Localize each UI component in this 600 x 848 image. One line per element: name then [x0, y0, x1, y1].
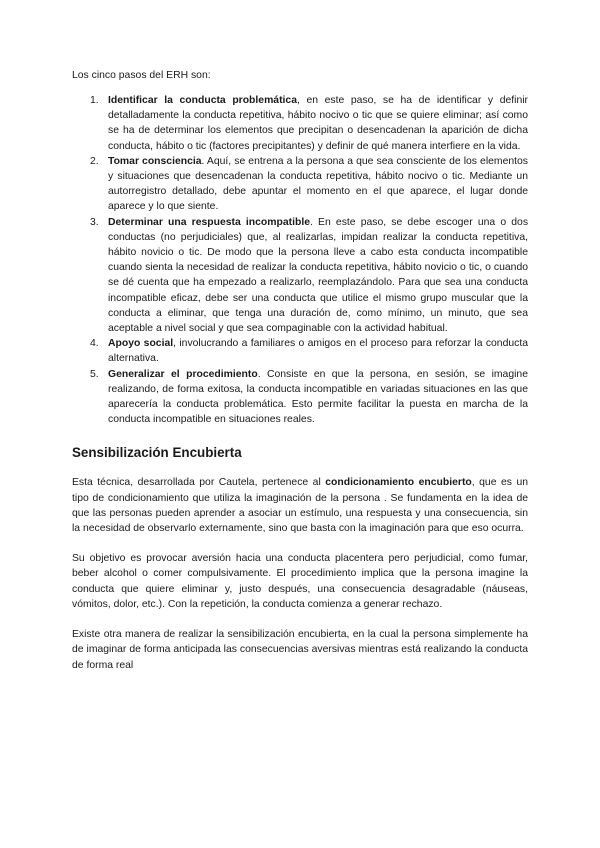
section-heading: Sensibilización Encubierta — [72, 445, 242, 461]
paragraph-text: , que es un tipo de condicionamiento que utiliza la imaginación de la persona . Se fundamenta en la idea de que las personas pueden aprender a asociar un estímulo, una respuesta y una consecuencia, sin la necesidad de observarlo externamente, sino que basta con la imaginación para que eso ocurra. — [72, 477, 528, 535]
list-item-number: 2. — [90, 155, 99, 167]
list-item-keyword: Tomar consciencia — [108, 155, 202, 167]
list-item — [72, 336, 528, 366]
paragraph-intro — [72, 475, 528, 536]
list-item-keyword: Determinar una respuesta incompatible — [108, 216, 310, 228]
list-item-text: . Aquí, se entrena a la persona a que sea consciente de los elementos y situaciones que desencadenan la conducta repetitiva, hábito nocivo o tic. Mediante un autorregistro detallado, debe apuntar el momento en el que aparece, el lugar donde aparece y lo que siente. — [108, 155, 528, 213]
list-item — [72, 215, 528, 337]
list-item — [72, 154, 528, 215]
list-item-number: 3. — [90, 216, 99, 228]
paragraph-alternative: Existe otra manera de realizar la sensibilización encubierta, en la cual la persona simplemente ha de imaginar de forma anticipada las consecuencias aversivas mientras está realizando la conducta de forma real — [72, 629, 528, 671]
intro-text: Los cinco pasos del ERH son: — [72, 70, 211, 81]
list-item-keyword: Apoyo social — [108, 338, 174, 350]
steps-list — [72, 93, 528, 427]
list-item-text: . En este paso, se debe escoger una o dos conductas (no perjudiciales) que, al realizarlas, impidan realizar la conducta repetitiva, hábito novicio o tic. De modo que la persona lleve a cabo esta conducta incompatible cuando sienta la necesidad de realizar la conducta repetitiva, hábito novicio o tic, o cuando se dé cuenta que ha empezado a realizarlo, reemplazándolo. Para que sea una conducta incompatible eficaz, debe ser una conducta que utilice el mismo grupo muscular que la conducta a eliminar, que tenga una duración de, como mínimo, un minuto, que sea aceptable a nivel social y que sea compaginable con la actividad habitual. — [108, 216, 529, 335]
list-item-text: , en este paso, se ha de identificar y definir detalladamente la conducta repetitiva, hábito nocivo o tic que se quiere eliminar; así como se ha de determinar los elementos que precipitan o desencadenan la aparición de dicha conducta, hábito o tic (factores precipitantes) y definir de qué manera interfiere en la vida. — [108, 95, 528, 152]
list-item-number: 4. — [90, 338, 99, 350]
list-item-text: . Consiste en que la persona, en sesión, se imagine realizando, de forma exitosa, la conducta incompatible en variadas situaciones en las que aparecería la conducta problemática. Esto permite facilitar la puesta en marcha de la conducta incompatible en situaciones reales. — [108, 368, 528, 426]
list-item-number: 5. — [90, 368, 99, 380]
list-item-keyword: Generalizar el procedimiento — [108, 368, 258, 380]
list-item-text: , involucrando a familiares o amigos en el proceso para reforzar la conducta alternativa. — [108, 338, 528, 365]
paragraph-text: Esta técnica, desarrollada por Cautela, pertenece al — [72, 477, 326, 489]
paragraph-keyword: condicionamiento encubierto — [325, 477, 472, 489]
document-page — [72, 68, 528, 688]
list-item — [72, 367, 528, 428]
list-item-keyword: Identificar la conducta problemática — [108, 95, 297, 106]
list-item-number: 1. — [90, 95, 99, 106]
paragraph-objective: Su objetivo es provocar aversión hacia una conducta placentera pero perjudicial, como fumar, beber alcohol o comer compulsivamente. El procedimiento implica que la persona imagine la conducta que quiere eliminar y, justo después, una consecuencia desagradable (náuseas, vómitos, dolor, etc.). Con la repetición, la conducta comienza a generar rechazo. — [72, 553, 528, 610]
list-item — [72, 93, 528, 154]
